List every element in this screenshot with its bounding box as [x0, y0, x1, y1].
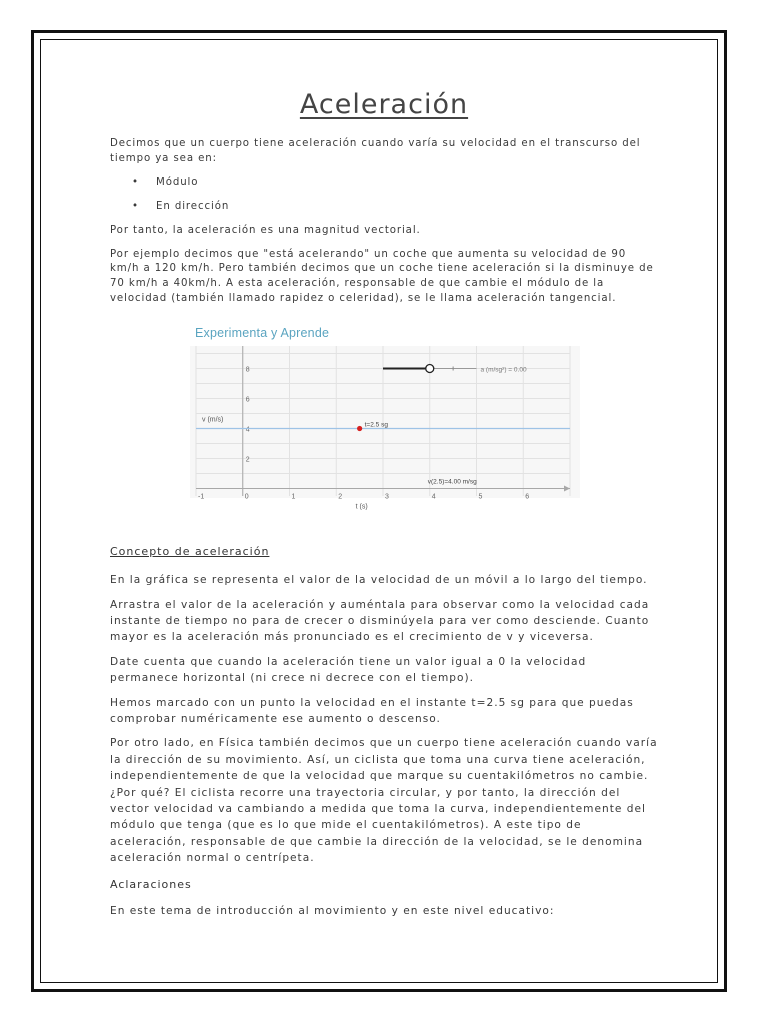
page-title: Aceleración	[299, 89, 469, 120]
slider-label: a (m/sg²) = 0.00	[480, 366, 527, 374]
figure-title: Experimenta y Aprende	[195, 326, 330, 341]
x-tick-label: 4	[431, 493, 436, 501]
subsection-heading: Aclaraciones	[110, 877, 192, 891]
value-annotation: v(2.5)=4.00 m/sg	[427, 478, 477, 486]
list-item: • En dirección	[132, 201, 230, 213]
x-tick-label: 1	[291, 493, 296, 501]
bullet-icon: •	[132, 201, 139, 213]
x-tick-label: 6	[525, 493, 530, 501]
section-paragraph: En este tema de introducción al movimiento y en este nivel educativo:	[110, 904, 555, 917]
list-item: • Módulo	[132, 177, 199, 189]
section-paragraph: Por otro lado, en Física también decimos que un cuerpo tiene aceleración cuando varía la dirección de su movimiento. Así, un ciclista que toma una curva tiene aceleración, independientemente de que la velocidad que marque su cuentakilómetros no cambie. ¿Por qué? El ciclista recorre una trayectoria circular, y por tanto, la dirección del vector velocidad va cambiando a medida que toma la curva, independientemente del módulo que tenga (que es lo que mide el cuentakilómetros). A este tipo de aceleración, responsable de que cambie la dirección de la velocidad, se le denomina aceleración normal o centrípeta.	[110, 737, 658, 865]
section-concepto	[110, 545, 658, 919]
section-paragraph: Hemos marcado con un punto la velocidad en el instante t=2.5 sg para que puedas comprobar numéricamente ese aumento o descenso.	[110, 696, 634, 725]
section-paragraph: En la gráfica se representa el valor de la velocidad de un móvil a lo largo del tiempo.	[110, 574, 648, 587]
intro-paragraph: Decimos que un cuerpo tiene aceleración cuando varía su velocidad en el transcurso del tiempo ya sea en:	[110, 138, 641, 164]
y-axis-label: v (m/s)	[202, 416, 224, 424]
highlight-point	[357, 426, 362, 431]
x-tick-label: 0	[244, 493, 249, 501]
y-tick-label: 4	[245, 426, 250, 434]
slider-handle[interactable]	[426, 365, 434, 373]
y-tick-label: 8	[245, 366, 250, 374]
bullet-icon: •	[132, 177, 139, 189]
section-heading: Concepto de aceleración	[110, 545, 270, 559]
section-paragraph: Date cuenta que cuando la aceleración tiene un valor igual a 0 la velocidad permanece horizontal (ni crece ni decrece con el tiempo).	[110, 655, 587, 685]
paragraph-vectorial: Por tanto, la aceleración es una magnitud vectorial.	[110, 225, 421, 237]
x-tick-label: -1	[198, 493, 205, 501]
section-paragraph: Arrastra el valor de la aceleración y auméntala para observar como la velocidad cada instante de tiempo no para de crecer o disminúyela para ver como desciende. Cuanto mayor es la aceleración más pronunciado es el crecimiento de v y viceversa.	[110, 598, 650, 644]
x-tick-label: 3	[385, 493, 389, 501]
document-body	[110, 88, 658, 919]
point-label: t=2.5 sg	[364, 421, 388, 429]
y-tick-label: 2	[245, 456, 250, 464]
velocity-chart[interactable]	[190, 346, 580, 511]
paragraph-example: Por ejemplo decimos que "está acelerando" un coche que aumenta su velocidad de 90 km/h a 120 km/h. Pero también decimos que un coche tiene aceleración si la disminuye de 70 km/h a 40km/h. A esta aceleración, responsable de que cambie el módulo de la velocidad (también llamado rapidez o celeridad), se le llama aceleración tangencial.	[110, 248, 654, 304]
bullet-list	[110, 176, 658, 214]
interactive-figure	[190, 326, 582, 511]
y-tick-label: 6	[245, 396, 250, 404]
x-axis-label: t (s)	[355, 503, 368, 511]
x-tick-label: 2	[338, 493, 343, 501]
x-tick-label: 5	[478, 493, 483, 501]
